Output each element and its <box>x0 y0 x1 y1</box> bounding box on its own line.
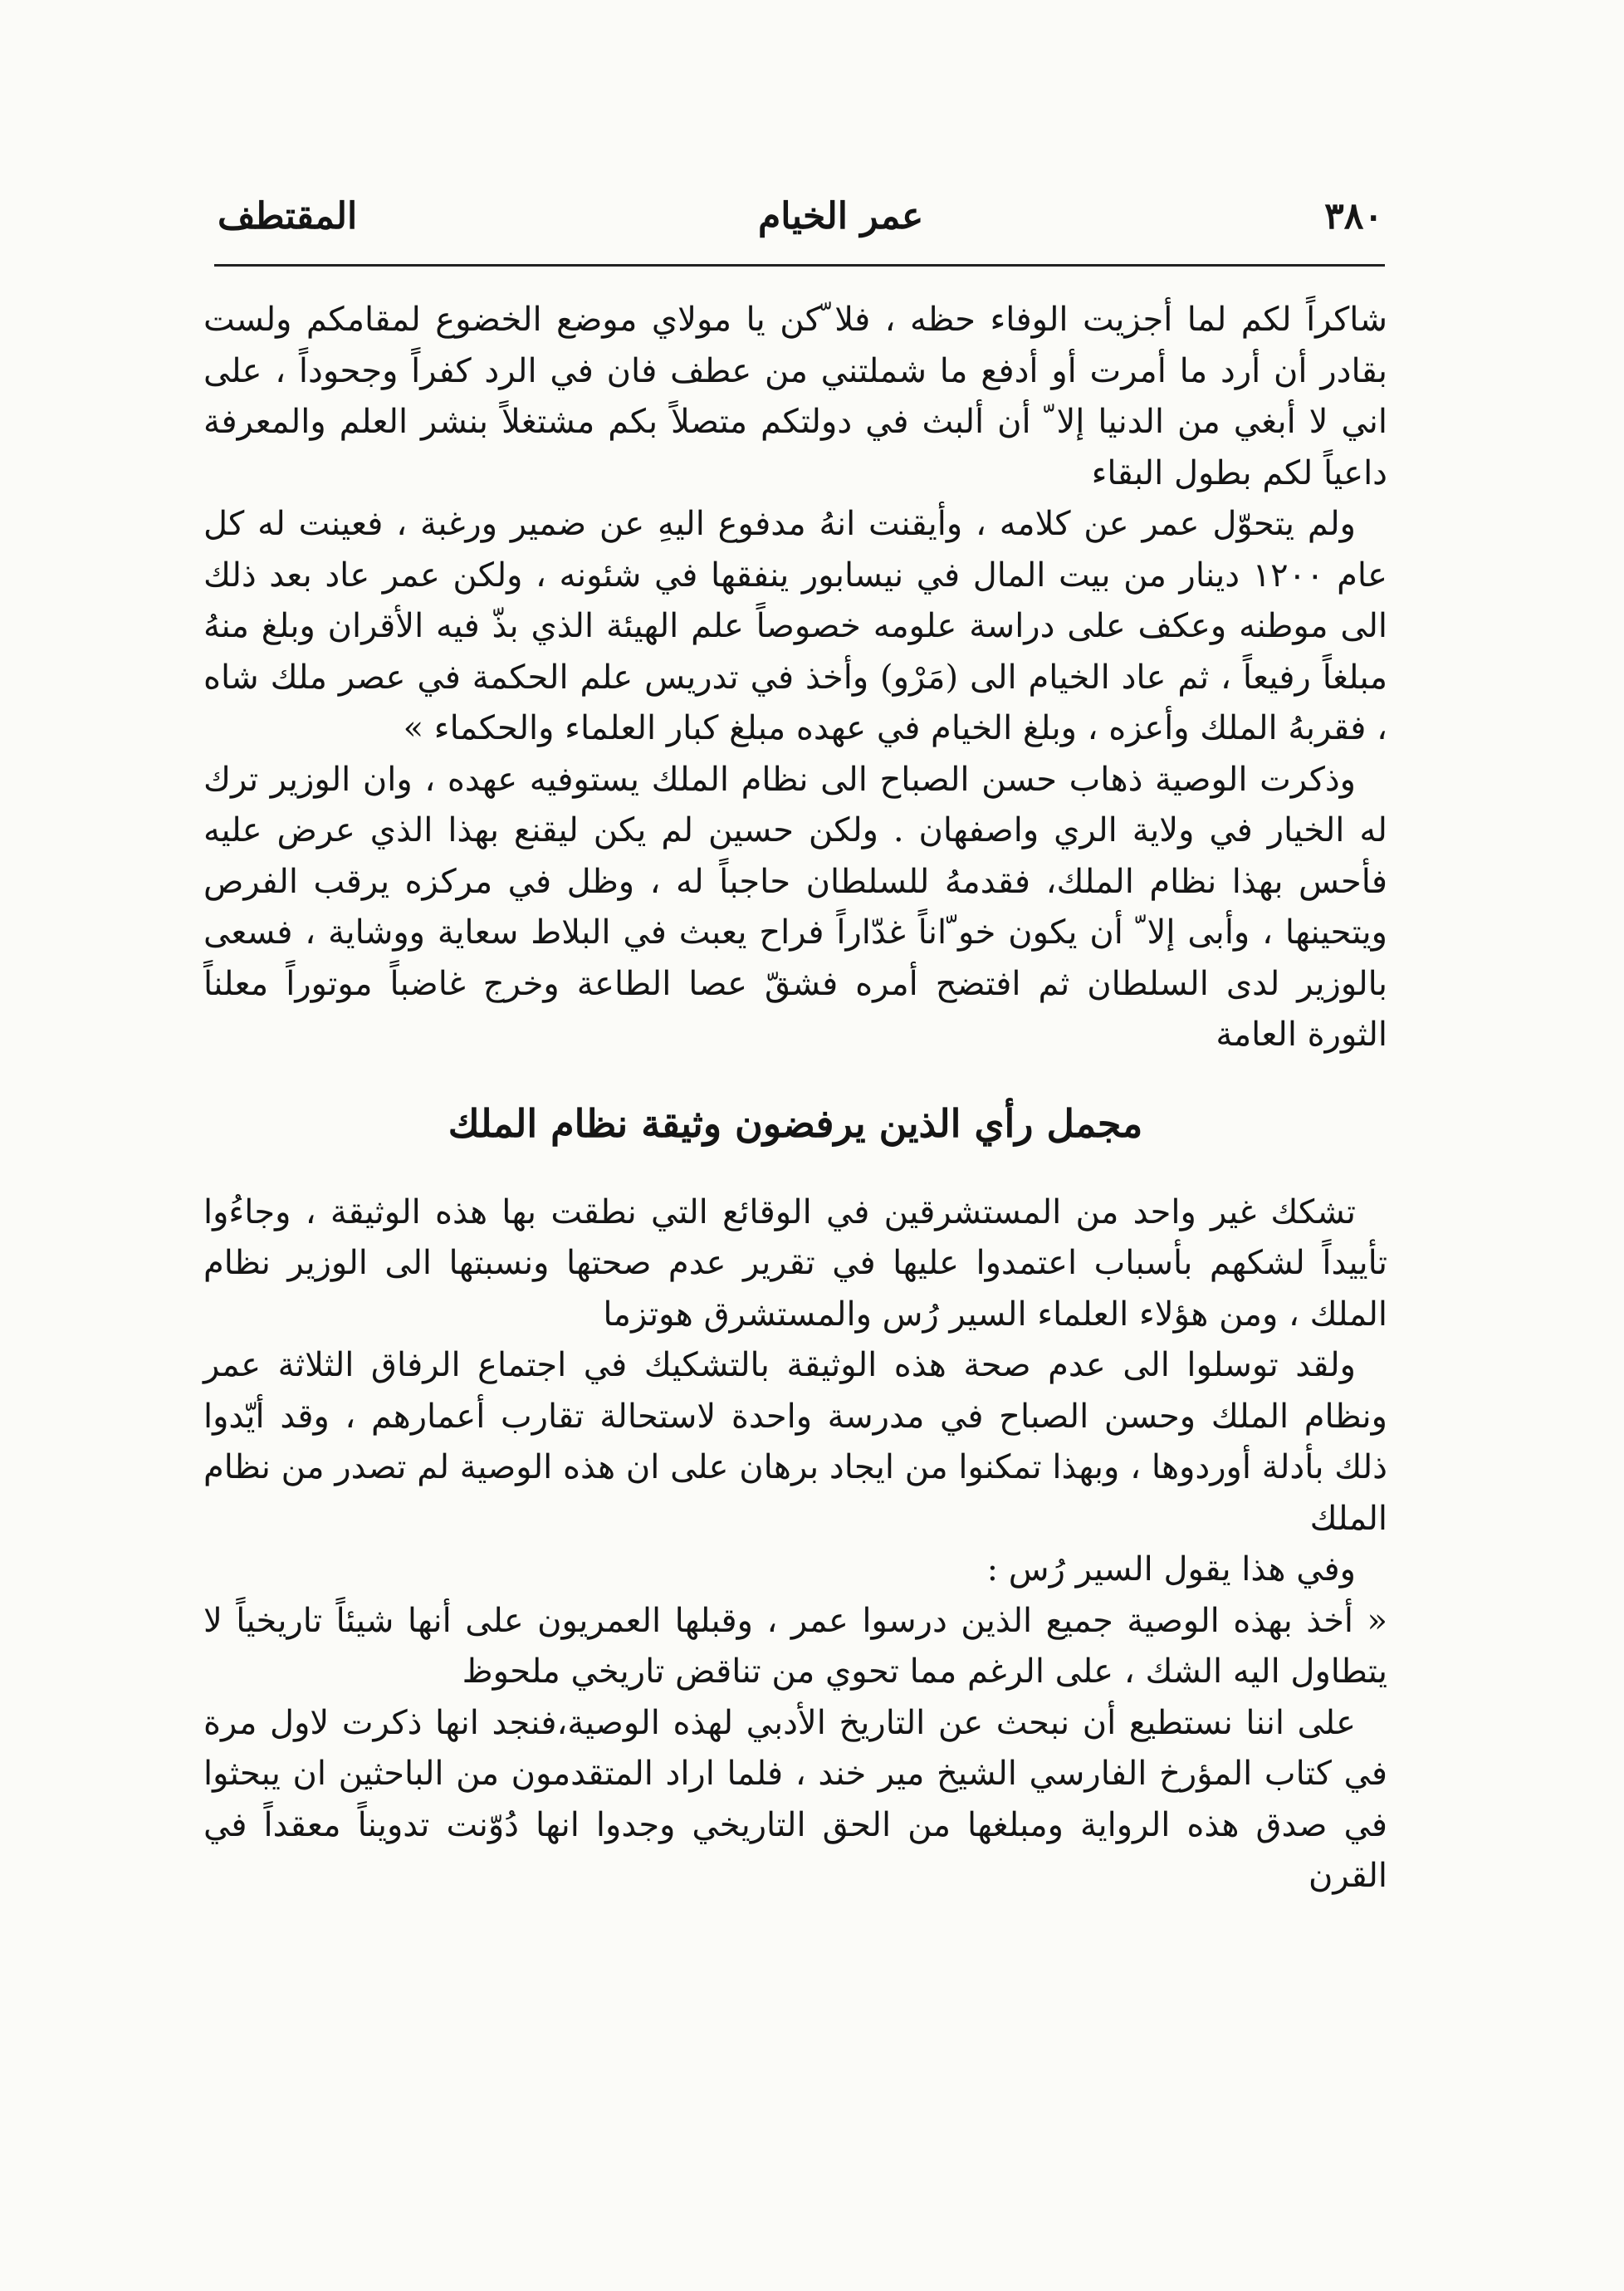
header-rule <box>214 264 1385 267</box>
page-number: ٣٨٠ <box>1324 194 1383 237</box>
quote-paragraph: « أخذ بهذه الوصية جميع الذين درسوا عمر ، وقبلها العمريون على أنها شيئاً تاريخياً لا يتطاول اليه الشك ، على الرغم مما تحوي من تناقض تاريخي ملحوظ <box>203 1601 1387 1691</box>
paragraph: تشكك غير واحد من المستشرقين في الوقائع التي نطقت بها هذه الوثيقة ، وجاءُوا تأييداً لشكهم بأسباب اعتمدوا عليها في تقرير عدم صحتها ونسبتها الى الوزير نظام الملك ، ومن هؤلاء العلماء السير رُس والمستشرق هوتزما <box>203 1192 1387 1334</box>
section-heading: مجمل رأي الذين يرفضون وثيقة نظام الملك <box>448 1100 1143 1146</box>
paragraph: شاكراً لكم لما أجزيت الوفاء حظه ، فلا ّكن يا مولاي موضع الخضوع لمقامكم ولست بقادر أن أرد ما أمرت أو أدفع ما شملتني من عطف فان في الرد كفراً وجحوداً ، على اني لا أبغي من الدنيا إلا ّ أن ألبث في دولتكم متصلاً بكم مشتغلاً بنشر العلم والمعرفة داعياً لكم بطول البقاء <box>203 301 1387 492</box>
running-title: عمر الخيام <box>758 194 924 237</box>
paragraph: ولم يتحوّل عمر عن كلامه ، وأيقنت انهُ مدفوع اليهِ عن ضمير ورغبة ، فعينت له كل عام ١٢٠٠ دينار من بيت المال في نيسابور ينفقها في شئونه ، ولكن عمر عاد بعد ذلك الى موطنه وعكف على دراسة علومه خصوصاً علم الهيئة الذي بذّ فيه الأقران وبلغ منهُ مبلغاً رفيعاً ، ثم عاد الخيام الى (مَرْو) وأخذ في تدريس علم الحكمة في عصر ملك شاه ، فقربهُ الملك وأعزه ، وبلغ الخيام في عهده مبلغ كبار العلماء والحكماء » <box>203 505 1387 747</box>
paragraph: وذكرت الوصية ذهاب حسن الصباح الى نظام الملك يستوفيه عهده ، وان الوزير ترك له الخيار في ولاية الري واصفهان . ولكن حسين لم يكن ليقنع بهذا الذي عرض عليه فأحس بهذا نظام الملك، فقدمهُ للسلطان حاجباً له ، وظل في مركزه يرقب الفرص ويتحينها ، وأبى إلا ّ أن يكون خو ّاناً غدّاراً فراح يعبث في البلاط سعاية ووشاية ، فسعى بالوزير لدى السلطان ثم افتضح أمره فشقّ عصا الطاعة وخرج غاضباً موتوراً معلناً الثورة العامة <box>203 760 1388 1054</box>
paragraph: على اننا نستطيع أن نبحث عن التاريخ الأدبي لهذه الوصية،فنجد انها ذكرت لاول مرة في كتاب المؤرخ الفارسي الشيخ مير خند ، فلما اراد المتقدمون من الباحثين ان يبحثوا في صدق هذه الرواية ومبلغها من الحق التاريخي وجدوا انها دُوّنت تدويناً معقداً في القرن <box>203 1703 1387 1895</box>
journal-name: المقتطف <box>218 194 358 237</box>
paragraph: وفي هذا يقول السير رُس : <box>986 1550 1356 1589</box>
page-body <box>203 295 1387 1902</box>
page-header <box>218 187 1383 245</box>
paragraph: ولقد توسلوا الى عدم صحة هذه الوثيقة بالتشكيك في اجتماع الرفاق الثلاثة عمر ونظام الملك وحسن الصباح في مدرسة واحدة لاستحالة تقارب أعمارهم ، وقد أيّدوا ذلك بأدلة أوردوها ، وبهذا تمكنوا من ايجاد برهان على ان هذه الوصية لم تصدر من نظام الملك <box>203 1346 1387 1538</box>
